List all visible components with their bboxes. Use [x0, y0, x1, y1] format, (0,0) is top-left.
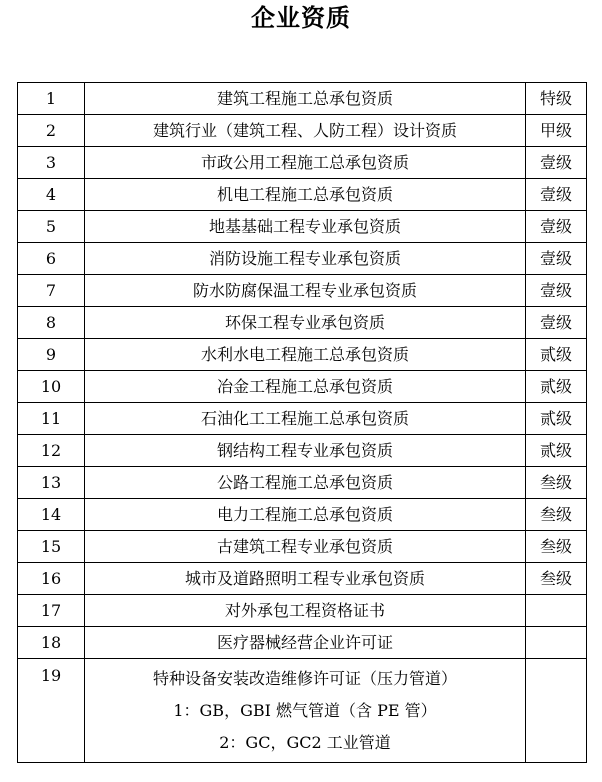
qualification-grade: 叁级	[526, 531, 587, 563]
qualification-detail-line: 2：GC，GC2 工业管道	[219, 732, 391, 752]
qualification-grade: 特级	[526, 83, 587, 115]
qualification-grade: 壹级	[526, 307, 587, 339]
table-row	[18, 115, 587, 147]
qualification-name: 市政公用工程施工总承包资质	[85, 147, 526, 179]
table-row	[18, 595, 587, 627]
table-row	[18, 371, 587, 403]
qualification-grade: 贰级	[526, 403, 587, 435]
row-number: 9	[18, 339, 85, 371]
table-row	[18, 243, 587, 275]
qualification-detail-line: 1：GB，GBI 燃气管道（含 PE 管）	[173, 700, 437, 720]
qualification-name: 防水防腐保温工程专业承包资质	[85, 275, 526, 307]
qualification-name: 地基基础工程专业承包资质	[85, 211, 526, 243]
qualification-grade: 贰级	[526, 435, 587, 467]
qualification-grade: 壹级	[526, 147, 587, 179]
qualification-grade: 贰级	[526, 371, 587, 403]
table-row	[18, 179, 587, 211]
row-number: 13	[18, 467, 85, 499]
row-number: 2	[18, 115, 85, 147]
qualification-name: 建筑工程施工总承包资质	[85, 83, 526, 115]
qualification-grade: 壹级	[526, 275, 587, 307]
qualification-grade: 叁级	[526, 499, 587, 531]
qualification-name: 机电工程施工总承包资质	[85, 179, 526, 211]
row-number: 8	[18, 307, 85, 339]
page-title: 企业资质	[251, 3, 351, 32]
row-number: 3	[18, 147, 85, 179]
row-number: 7	[18, 275, 85, 307]
table-row	[18, 211, 587, 243]
qualification-table	[17, 82, 587, 763]
row-number: 4	[18, 179, 85, 211]
table-row	[18, 467, 587, 499]
table-row	[18, 147, 587, 179]
qualification-grade: 壹级	[526, 179, 587, 211]
qualification-name	[85, 659, 526, 763]
qualification-name: 建筑行业（建筑工程、人防工程）设计资质	[85, 115, 526, 147]
row-number: 5	[18, 211, 85, 243]
qualification-grade: 贰级	[526, 339, 587, 371]
row-number: 1	[18, 83, 85, 115]
row-number: 10	[18, 371, 85, 403]
qualification-name: 冶金工程施工总承包资质	[85, 371, 526, 403]
table-row	[18, 339, 587, 371]
qualification-grade	[526, 595, 587, 627]
qualification-name: 水利水电工程施工总承包资质	[85, 339, 526, 371]
table-row	[18, 627, 587, 659]
qualification-name-line: 特种设备安装改造维修许可证（压力管道）	[152, 668, 457, 688]
qualification-grade	[526, 627, 587, 659]
qualification-name: 公路工程施工总承包资质	[85, 467, 526, 499]
qualification-name: 对外承包工程资格证书	[85, 595, 526, 627]
qualification-grade: 叁级	[526, 563, 587, 595]
table-row	[18, 435, 587, 467]
row-number: 16	[18, 563, 85, 595]
row-number: 14	[18, 499, 85, 531]
table-row	[18, 275, 587, 307]
qualification-name: 城市及道路照明工程专业承包资质	[85, 563, 526, 595]
qualification-grade: 壹级	[526, 211, 587, 243]
qualification-name: 环保工程专业承包资质	[85, 307, 526, 339]
qualification-grade: 叁级	[526, 467, 587, 499]
table-row	[18, 83, 587, 115]
row-number: 15	[18, 531, 85, 563]
table-row	[18, 531, 587, 563]
table-row	[18, 659, 587, 763]
qualification-name: 电力工程施工总承包资质	[85, 499, 526, 531]
qualification-name: 消防设施工程专业承包资质	[85, 243, 526, 275]
qualification-name: 石油化工工程施工总承包资质	[85, 403, 526, 435]
row-number: 12	[18, 435, 85, 467]
qualification-name: 钢结构工程专业承包资质	[85, 435, 526, 467]
qualification-name: 古建筑工程专业承包资质	[85, 531, 526, 563]
qualification-grade: 甲级	[526, 115, 587, 147]
table-row	[18, 499, 587, 531]
qualification-grade	[526, 659, 587, 763]
row-number: 11	[18, 403, 85, 435]
row-number: 19	[18, 659, 85, 763]
table-row	[18, 403, 587, 435]
row-number: 6	[18, 243, 85, 275]
row-number: 17	[18, 595, 85, 627]
table-row	[18, 307, 587, 339]
qualification-grade: 壹级	[526, 243, 587, 275]
row-number: 18	[18, 627, 85, 659]
qualification-name: 医疗器械经营企业许可证	[85, 627, 526, 659]
table-row	[18, 563, 587, 595]
